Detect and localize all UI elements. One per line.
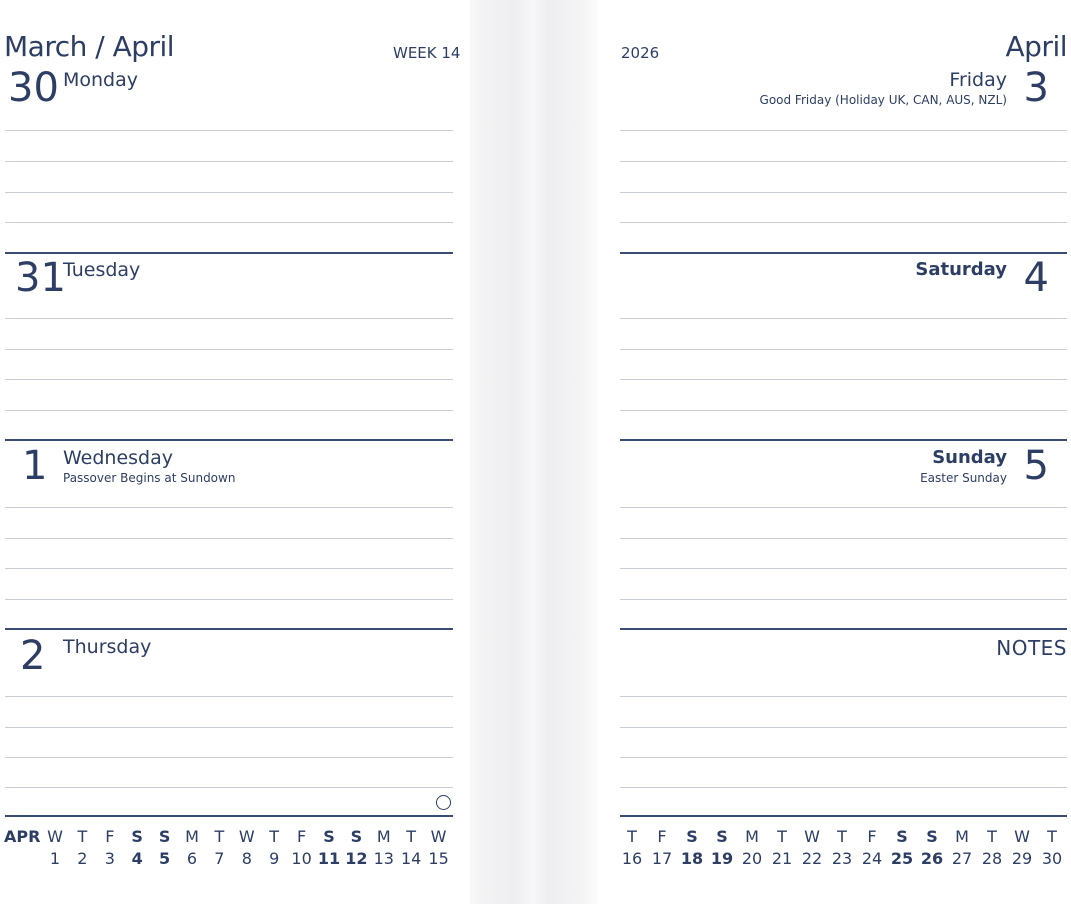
right-month-title: April bbox=[1005, 30, 1067, 63]
holiday-note-passover: Passover Begins at Sundown bbox=[63, 471, 236, 485]
mini-calendar-date: 9 bbox=[269, 849, 280, 868]
writing-line bbox=[5, 130, 453, 131]
mini-calendar-date: 23 bbox=[831, 849, 853, 868]
mini-calendar-date: 22 bbox=[801, 849, 823, 868]
writing-line bbox=[620, 696, 1067, 697]
mini-calendar-weekday: S bbox=[350, 827, 363, 846]
writing-line bbox=[620, 318, 1067, 319]
week-label: WEEK 14 bbox=[393, 44, 461, 62]
writing-line bbox=[620, 538, 1067, 539]
notes-divider bbox=[620, 815, 1067, 817]
writing-line bbox=[620, 757, 1067, 758]
mini-calendar-weekday: T bbox=[987, 827, 997, 846]
writing-line bbox=[5, 192, 453, 193]
mini-calendar-weekday: S bbox=[716, 827, 728, 846]
day-divider bbox=[620, 439, 1067, 441]
mini-calendar-weekday: T bbox=[1047, 827, 1057, 846]
mini-calendar-date: 12 bbox=[345, 849, 368, 868]
writing-line bbox=[620, 787, 1067, 788]
writing-line bbox=[5, 696, 453, 697]
mini-calendar-date: 10 bbox=[291, 849, 312, 868]
writing-line bbox=[620, 727, 1067, 728]
writing-line bbox=[620, 130, 1067, 131]
mini-calendar-weekday: M bbox=[185, 827, 199, 846]
mini-calendar-weekday: S bbox=[926, 827, 938, 846]
mini-calendar-weekday: M bbox=[376, 827, 391, 846]
mini-calendar-date: 3 bbox=[104, 849, 115, 868]
day-divider bbox=[5, 815, 453, 817]
mini-calendar-weekday: S bbox=[158, 827, 171, 846]
mini-calendar-weekday: S bbox=[896, 827, 908, 846]
mini-calendar-weekday: S bbox=[686, 827, 698, 846]
mini-calendar-weekday: W bbox=[430, 827, 447, 846]
writing-line bbox=[5, 568, 453, 569]
writing-line bbox=[5, 787, 453, 788]
mini-calendar-weekday: T bbox=[777, 827, 787, 846]
mini-calendar-date: 11 bbox=[317, 849, 341, 868]
day-number-5: 5 bbox=[1023, 443, 1049, 489]
mini-calendar-weekday: M bbox=[745, 827, 759, 846]
day-name-tuesday: Tuesday bbox=[63, 259, 141, 281]
day-name-wednesday: Wednesday bbox=[63, 447, 174, 469]
day-name-sunday: Sunday bbox=[932, 447, 1007, 468]
day-divider bbox=[5, 439, 453, 441]
writing-line bbox=[620, 410, 1067, 411]
mini-calendar-date: 7 bbox=[214, 849, 225, 868]
mini-calendar-date: 19 bbox=[710, 849, 734, 868]
writing-line bbox=[620, 568, 1067, 569]
mini-calendar-weekday: F bbox=[867, 827, 877, 846]
writing-line bbox=[5, 727, 453, 728]
writing-line bbox=[5, 161, 453, 162]
mini-calendar-weekday: M bbox=[955, 827, 969, 846]
year-label: 2026 bbox=[621, 44, 660, 62]
writing-line bbox=[620, 507, 1067, 508]
mini-calendar-weekday: T bbox=[77, 827, 88, 846]
writing-line bbox=[5, 349, 453, 350]
mini-calendar-date: 5 bbox=[159, 849, 171, 868]
day-number-1: 1 bbox=[22, 443, 48, 489]
notes-title: NOTES bbox=[996, 636, 1067, 660]
left-month-title: March / April bbox=[4, 30, 175, 63]
day-divider bbox=[620, 628, 1067, 630]
mini-calendar-weekday: W bbox=[238, 827, 255, 846]
mini-calendar-weekday: W bbox=[47, 827, 63, 846]
binding-gutter bbox=[455, 0, 605, 904]
mini-calendar-date: 28 bbox=[981, 849, 1003, 868]
mini-calendar-date: 14 bbox=[401, 849, 422, 868]
day-number-31: 31 bbox=[15, 255, 66, 301]
mini-calendar-date: 2 bbox=[77, 849, 88, 868]
writing-line bbox=[620, 161, 1067, 162]
writing-line bbox=[620, 379, 1067, 380]
mini-calendar-date: 30 bbox=[1041, 849, 1063, 868]
mini-calendar-date: 25 bbox=[890, 849, 914, 868]
mini-calendar-weekday: S bbox=[131, 827, 143, 846]
mini-calendar-date: 21 bbox=[771, 849, 793, 868]
day-divider bbox=[620, 252, 1067, 254]
mini-calendar-date: 20 bbox=[741, 849, 763, 868]
writing-line bbox=[5, 599, 453, 600]
mini-calendar-date: 18 bbox=[680, 849, 704, 868]
mini-calendar-weekday: W bbox=[804, 827, 820, 846]
day-name-friday: Friday bbox=[949, 69, 1007, 91]
writing-line bbox=[620, 349, 1067, 350]
mini-calendar-weekday: W bbox=[1014, 827, 1030, 846]
writing-line bbox=[620, 599, 1067, 600]
mini-calendar-date: 16 bbox=[621, 849, 643, 868]
mini-calendar-date: 17 bbox=[651, 849, 673, 868]
writing-line bbox=[620, 192, 1067, 193]
day-name-thursday: Thursday bbox=[63, 636, 152, 658]
mini-calendar-date: 26 bbox=[920, 849, 944, 868]
writing-line bbox=[5, 410, 453, 411]
writing-line bbox=[5, 757, 453, 758]
writing-line bbox=[5, 538, 453, 539]
mini-calendar-date: 15 bbox=[428, 849, 449, 868]
mini-calendar-date: 24 bbox=[861, 849, 883, 868]
mini-calendar-date: 4 bbox=[131, 849, 143, 868]
mini-calendar-weekday: S bbox=[323, 827, 335, 846]
day-name-saturday: Saturday bbox=[915, 259, 1007, 280]
mini-calendar-weekday: F bbox=[657, 827, 667, 846]
right-page bbox=[598, 0, 1071, 904]
writing-line bbox=[5, 379, 453, 380]
writing-line bbox=[620, 222, 1067, 223]
mini-calendar-weekday: T bbox=[406, 827, 417, 846]
mini-calendar-weekday: F bbox=[296, 827, 307, 846]
mini-calendar-date: 1 bbox=[49, 849, 61, 868]
mini-calendar-weekday: T bbox=[837, 827, 847, 846]
full-moon-icon bbox=[436, 795, 451, 810]
writing-line bbox=[5, 507, 453, 508]
day-divider bbox=[5, 628, 453, 630]
holiday-note-easter: Easter Sunday bbox=[920, 471, 1007, 485]
mini-calendar-month-label: APR bbox=[4, 827, 41, 846]
writing-line bbox=[5, 222, 453, 223]
mini-calendar-date: 27 bbox=[951, 849, 973, 868]
mini-calendar-date: 6 bbox=[186, 849, 198, 868]
mini-calendar-weekday: T bbox=[269, 827, 280, 846]
day-number-30: 30 bbox=[8, 65, 59, 111]
writing-line bbox=[5, 318, 453, 319]
day-divider bbox=[5, 252, 453, 254]
holiday-note-good-friday: Good Friday (Holiday UK, CAN, AUS, NZL) bbox=[759, 93, 1007, 107]
mini-calendar-weekday: T bbox=[627, 827, 637, 846]
mini-calendar-weekday: T bbox=[214, 827, 225, 846]
mini-calendar-date: 13 bbox=[373, 849, 394, 868]
day-number-4: 4 bbox=[1023, 255, 1049, 301]
mini-calendar-date: 29 bbox=[1011, 849, 1033, 868]
left-page bbox=[0, 0, 470, 904]
day-number-3: 3 bbox=[1023, 65, 1049, 111]
mini-calendar-date: 8 bbox=[241, 849, 252, 868]
day-name-monday: Monday bbox=[63, 69, 139, 91]
mini-calendar-weekday: F bbox=[105, 827, 115, 846]
day-number-2: 2 bbox=[20, 633, 46, 679]
